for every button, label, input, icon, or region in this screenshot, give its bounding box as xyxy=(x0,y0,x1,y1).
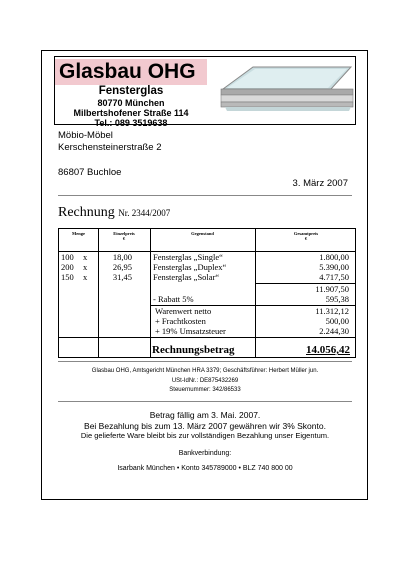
company-address xyxy=(55,85,207,128)
recipient-address xyxy=(58,130,162,154)
invoice-number: Nr. 2344/2007 xyxy=(118,208,171,218)
company-name: Glasbau OHG xyxy=(59,60,196,83)
vat-label: + 19% Umsatzsteuer xyxy=(155,326,226,336)
recipient-street: Kerschensteinerstraße 2 xyxy=(58,142,162,153)
row2-price: 26,95 xyxy=(112,262,132,272)
divider xyxy=(58,361,352,362)
freight-label: + Frachtkosten xyxy=(155,316,206,326)
total-value: 14.056,42 xyxy=(306,344,350,356)
row3-total: 4.717,50 xyxy=(319,272,349,282)
row2-x: x xyxy=(83,262,88,272)
invoice-title-text: Rechnung xyxy=(58,205,115,220)
bank-label: Bankverbindung: xyxy=(178,450,232,457)
row3-price: 31,45 xyxy=(112,272,132,282)
header-price-unit: € xyxy=(122,236,126,241)
company-tagline: Fensterglas xyxy=(98,85,164,97)
row2-item: Fensterglas „Duplex“ xyxy=(153,262,227,272)
row1-price: 18,00 xyxy=(112,252,132,262)
vat-value: 2.244,30 xyxy=(319,326,349,336)
invoice-title xyxy=(58,205,170,221)
company-name-box xyxy=(55,59,207,85)
company-street: Milbertshofener Straße 114 xyxy=(73,108,189,118)
net-label: Warenwert netto xyxy=(155,306,212,316)
tax-line: Steuernummer: 342/86533 xyxy=(169,387,241,393)
header-item: Gegenstand xyxy=(191,231,214,236)
header-qty: Menge xyxy=(72,231,85,236)
skonto-line: Bei Bezahlung bis zum 13. März 2007 gewähren wir 3% Skonto. xyxy=(84,420,326,431)
row3-x: x xyxy=(83,272,88,282)
recipient-name: Möbio-Möbel xyxy=(58,130,113,141)
row1-item: Fensterglas „Single“ xyxy=(153,252,223,262)
bank-details xyxy=(58,449,352,473)
invoice-table xyxy=(58,228,356,358)
total-rule xyxy=(59,337,355,338)
discount-label: - Rabatt 5% xyxy=(153,294,194,304)
company-city: 80770 München xyxy=(97,98,165,108)
due-line: Betrag fällig am 3. Mai. 2007. xyxy=(149,410,261,420)
net-value: 11.312,12 xyxy=(315,306,349,316)
row1-total: 1.800,00 xyxy=(319,252,349,262)
company-phone: Tel.: 089 3519638 xyxy=(94,118,168,128)
window-glass-image xyxy=(213,61,355,121)
header-price xyxy=(98,231,150,241)
bank-line: Isarbank München • Konto 345789000 • BLZ 740 800 00 xyxy=(117,464,293,472)
discount-value: 595,38 xyxy=(325,294,349,304)
header-total xyxy=(255,231,357,241)
invoice-date: 3. März 2007 xyxy=(292,178,348,189)
row2-qty: 200 xyxy=(61,262,74,272)
ownership-line: Die gelieferte Ware bleibt bis zur vollständigen Bezahlung unser Eigentum. xyxy=(80,431,330,440)
row2-total: 5.390,00 xyxy=(319,262,349,272)
company-registration xyxy=(58,367,352,396)
row3-qty: 150 xyxy=(61,272,74,282)
row3-item: Fensterglas „Solar“ xyxy=(153,272,220,282)
ust-line: USt-IdNr.: DE875432269 xyxy=(171,377,239,384)
row1-qty: 100 xyxy=(61,252,74,262)
register-line: Glasbau OHG, Amtsgericht München HRA 3379; Geschäftsführer: Herbert Müller jun. xyxy=(91,368,319,374)
divider xyxy=(58,401,352,402)
header-price-label: Einzelpreis xyxy=(113,231,135,236)
total-label: Rechnungsbetrag xyxy=(152,344,235,356)
header-total-unit: € xyxy=(304,236,308,241)
header-total-label: Gesamtpreis xyxy=(293,231,319,236)
divider xyxy=(58,195,352,196)
payment-terms xyxy=(58,410,352,442)
letterhead xyxy=(54,56,356,128)
recipient-city: 86807 Buchloe xyxy=(58,167,122,178)
freight-value: 500,00 xyxy=(325,316,349,326)
subtotal-value: 11.907,50 xyxy=(315,284,349,294)
row1-x: x xyxy=(83,252,88,262)
